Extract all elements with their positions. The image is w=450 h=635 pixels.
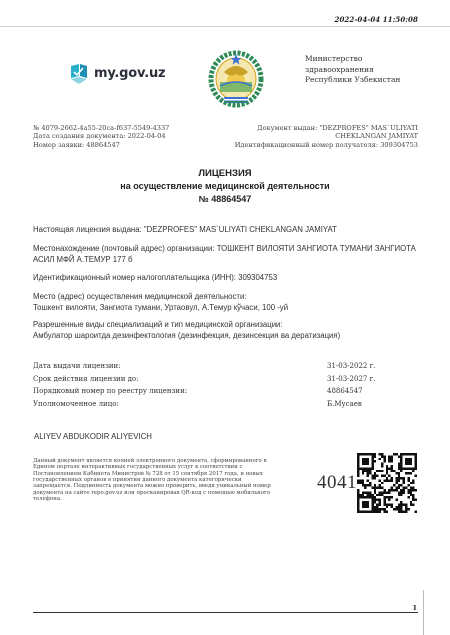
document-meta-right — [235, 124, 418, 149]
mygov-logo-icon — [69, 63, 89, 85]
ministry-line: здравоохранения — [305, 64, 374, 74]
document-meta-left — [33, 124, 169, 149]
ministry-line: Республики Узбекистан — [305, 75, 401, 84]
details-row — [33, 362, 423, 375]
specializations-value: Амбулатор шароитда дезинфектология (дезинфекция, дезинсекция ва дератизация) — [33, 330, 341, 340]
disclaimer-line: документа на сайте repo.gov.uz или просканировав QR-код с помощью мобильного — [33, 489, 271, 496]
signer-name: ALIYEV ABDUKODIR ALIYEVICH — [34, 432, 152, 441]
verification-code: 4041 — [317, 472, 357, 493]
address-line: Местонахождение (почтовый адрес) организации: ТОШКЕНТ ВИЛОЯТИ ЗАНГИОТА ТУМАНИ ЗАНГИОТА — [33, 244, 416, 253]
disclaimer-line: Постановлением Кабинета Министров № 728 от 15 сентября 2017 года, и новых — [33, 470, 263, 477]
title-heading: ЛИЦЕНЗИЯ — [198, 168, 252, 179]
mygov-logo — [69, 63, 166, 85]
specializations-label: Разрешенные виды специализаций и тип медицинской организации: — [33, 320, 283, 329]
ministry-name — [305, 54, 405, 86]
footer-divider — [33, 612, 418, 613]
issued-by-line1: Документ выдан: "DEZPROFES" MAS`ULIYATI — [257, 124, 418, 132]
valid-until-value: 31-03-2027 г. — [327, 374, 376, 383]
qr-code-icon[interactable] — [357, 453, 417, 513]
issue-date-label: Дата выдачи лицензии: — [33, 362, 121, 370]
address-section — [33, 244, 423, 265]
page-edge-line — [423, 590, 424, 635]
registry-number-label: Порядковый номер по реестру лицензии: — [33, 387, 188, 395]
disclaimer-text — [33, 458, 307, 502]
inn-number: Идентификационный номер налогоплательщика (ИНН): 309304753 — [33, 273, 278, 282]
specializations-section — [33, 320, 423, 341]
disclaimer-line: Едином портале интерактивных государственных услуг в соответствии с — [33, 464, 243, 471]
ministry-line: Министерство — [305, 54, 363, 63]
valid-until-label: Срок действия лицензии до: — [33, 374, 139, 383]
activity-place-value: Тошкент вилояти, Зангиота тумани, Уртаовул, А.Темур кўчаси, 100 -уй — [33, 302, 289, 312]
disclaimer-line: государственных органов в принятии данного документа категорически — [33, 477, 242, 484]
disclaimer-line: запрещается. Подлинность документа можно проверить, введя уникальный номер — [33, 483, 271, 490]
recipient-id: Идентификационный номер получателя: 309304753 — [234, 140, 418, 149]
details-row — [33, 400, 423, 413]
details-row — [33, 375, 423, 388]
page-number: 1 — [412, 604, 417, 612]
details-row — [33, 387, 423, 400]
title-subheading: на осуществление медицинской деятельности — [120, 181, 330, 191]
uzbekistan-state-emblem-icon — [206, 48, 266, 110]
issue-date-value: 31-03-2022 г. — [327, 362, 376, 370]
document-id: № 4079-2662-4a55-20ca-f637-5549-4337 — [33, 124, 170, 132]
activity-place-section — [33, 292, 423, 313]
license-title — [0, 167, 450, 206]
license-details-table — [33, 362, 423, 412]
issued-to-section — [33, 225, 423, 236]
authorized-person-label: Уполномоченное лицо: — [33, 399, 119, 408]
activity-place-label: Место (адрес) осуществления медицинской деятельности: — [33, 292, 247, 301]
issued-by-line2: CHEKLANGAN JAMIYAT — [335, 132, 418, 141]
inn-section — [33, 273, 423, 284]
address-line: АСИЛ МФЙ А.ТЕМУР 177 б — [33, 254, 133, 264]
mygov-brand-text: my.gov.uz — [94, 66, 166, 81]
print-timestamp: 2022-04-04 11:50:08 — [334, 15, 418, 24]
registry-number-value: 48864547 — [327, 387, 363, 395]
license-number: № 48864547 — [198, 194, 252, 204]
authorized-person-value: Б.Мусаев — [327, 399, 362, 408]
issued-to: Настоящая лицензия выдана: "DEZPROFES" MAS`ULIYATI CHEKLANGAN JAMIYAT — [33, 225, 337, 234]
document-created-date: Дата создания документа: 2022-04-04 — [33, 132, 166, 141]
disclaimer-line: телефона. — [33, 496, 62, 503]
application-number: Номер заявки: 48864547 — [33, 140, 120, 149]
top-bar — [0, 0, 450, 27]
disclaimer-line: Данный документ является копией электронного документа, сформированного в — [33, 458, 267, 464]
